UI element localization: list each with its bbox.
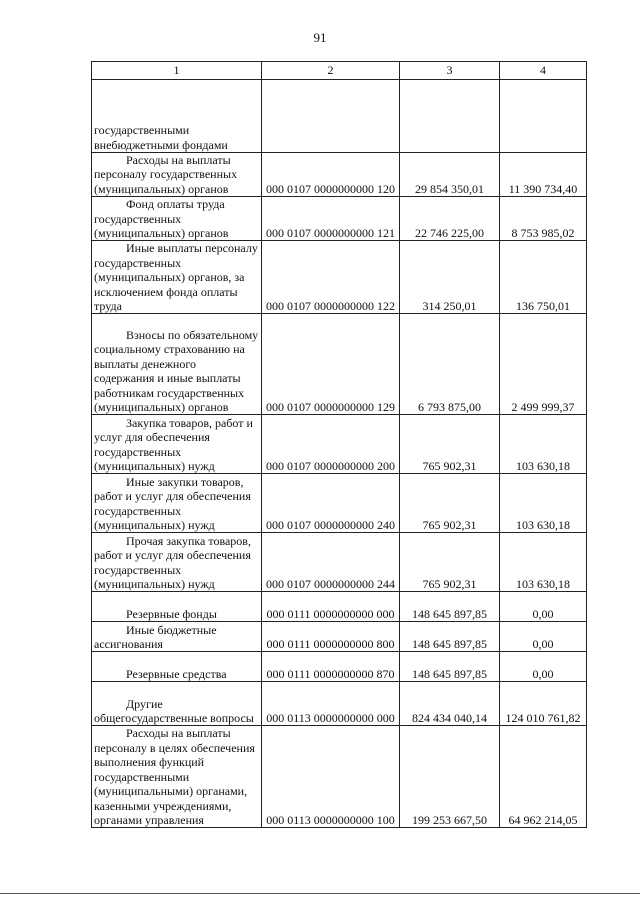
row-value-col3: 148 645 897,85 xyxy=(400,622,500,652)
row-value-col3: 29 854 350,01 xyxy=(400,153,500,197)
table-row xyxy=(92,622,587,652)
row-name: Закупка товаров, работ и услуг для обеспечения государственных (муниципальных) нужд xyxy=(92,415,262,474)
row-value-col3: 199 253 667,50 xyxy=(400,726,500,828)
row-code: 000 0111 0000000000 800 xyxy=(262,622,400,652)
row-code: 000 0107 0000000000 129 xyxy=(262,314,400,415)
row-value-col4: 124 010 761,82 xyxy=(500,682,587,726)
row-name: Другие общегосударственные вопросы xyxy=(92,682,262,726)
table-row xyxy=(92,415,587,474)
table-row xyxy=(92,80,587,153)
row-value-col3: 148 645 897,85 xyxy=(400,652,500,682)
row-code: 000 0113 0000000000 000 xyxy=(262,682,400,726)
row-value-col4 xyxy=(500,80,587,153)
header-col-3: 3 xyxy=(400,62,500,80)
page-bottom-rule xyxy=(0,893,640,894)
row-code: 000 0111 0000000000 870 xyxy=(262,652,400,682)
row-name: Расходы на выплаты персоналу государственных (муниципальных) органов xyxy=(92,153,262,197)
row-code xyxy=(262,80,400,153)
row-value-col4: 64 962 214,05 xyxy=(500,726,587,828)
row-code: 000 0107 0000000000 240 xyxy=(262,474,400,533)
row-value-col4: 8 753 985,02 xyxy=(500,197,587,241)
table-row xyxy=(92,682,587,726)
table-row xyxy=(92,592,587,622)
header-col-4: 4 xyxy=(500,62,587,80)
row-value-col3 xyxy=(400,80,500,153)
row-name: Иные закупки товаров, работ и услуг для обеспечения государственных (муниципальных) нужд xyxy=(92,474,262,533)
table-row xyxy=(92,314,587,415)
row-value-col3: 765 902,31 xyxy=(400,474,500,533)
row-value-col3: 148 645 897,85 xyxy=(400,592,500,622)
row-name: Резервные средства xyxy=(92,652,262,682)
row-name: Прочая закупка товаров, работ и услуг для обеспечения государственных (муниципальных) нужд xyxy=(92,533,262,592)
row-value-col4: 0,00 xyxy=(500,652,587,682)
row-value-col3: 765 902,31 xyxy=(400,415,500,474)
table-row xyxy=(92,474,587,533)
row-code: 000 0113 0000000000 100 xyxy=(262,726,400,828)
table-row xyxy=(92,241,587,314)
row-code: 000 0111 0000000000 000 xyxy=(262,592,400,622)
row-code: 000 0107 0000000000 244 xyxy=(262,533,400,592)
table-row xyxy=(92,197,587,241)
table-row xyxy=(92,726,587,828)
budget-table xyxy=(91,61,587,828)
row-value-col4: 103 630,18 xyxy=(500,474,587,533)
table-row xyxy=(92,652,587,682)
row-value-col3: 765 902,31 xyxy=(400,533,500,592)
row-code: 000 0107 0000000000 200 xyxy=(262,415,400,474)
row-code: 000 0107 0000000000 122 xyxy=(262,241,400,314)
header-col-2: 2 xyxy=(262,62,400,80)
row-name: Иные бюджетные ассигнования xyxy=(92,622,262,652)
row-value-col3: 314 250,01 xyxy=(400,241,500,314)
table-header-row xyxy=(92,62,587,80)
row-value-col3: 6 793 875,00 xyxy=(400,314,500,415)
row-name: Резервные фонды xyxy=(92,592,262,622)
row-name: Иные выплаты персоналу государственных (муниципальных) органов, за исключением фонда оплаты труда xyxy=(92,241,262,314)
row-code: 000 0107 0000000000 120 xyxy=(262,153,400,197)
row-value-col3: 824 434 040,14 xyxy=(400,682,500,726)
header-col-1: 1 xyxy=(92,62,262,80)
row-value-col4: 0,00 xyxy=(500,622,587,652)
row-code: 000 0107 0000000000 121 xyxy=(262,197,400,241)
page-number: 91 xyxy=(313,30,327,45)
row-value-col4: 2 499 999,37 xyxy=(500,314,587,415)
table-row xyxy=(92,153,587,197)
row-value-col4: 103 630,18 xyxy=(500,533,587,592)
row-value-col4: 11 390 734,40 xyxy=(500,153,587,197)
table-row xyxy=(92,533,587,592)
row-name: государственными внебюджетными фондами xyxy=(92,80,262,153)
row-value-col4: 103 630,18 xyxy=(500,415,587,474)
row-value-col4: 136 750,01 xyxy=(500,241,587,314)
row-name: Взносы по обязательному социальному страхованию на выплаты денежного содержания и иные выплаты работникам государственных (муниципальных) органов xyxy=(92,314,262,415)
row-name: Расходы на выплаты персоналу в целях обеспечения выполнения функций государственными (муниципальными) органами, казенными учреждениями, органами управления xyxy=(92,726,262,828)
row-value-col4: 0,00 xyxy=(500,592,587,622)
row-value-col3: 22 746 225,00 xyxy=(400,197,500,241)
row-name: Фонд оплаты труда государственных (муниципальных) органов xyxy=(92,197,262,241)
